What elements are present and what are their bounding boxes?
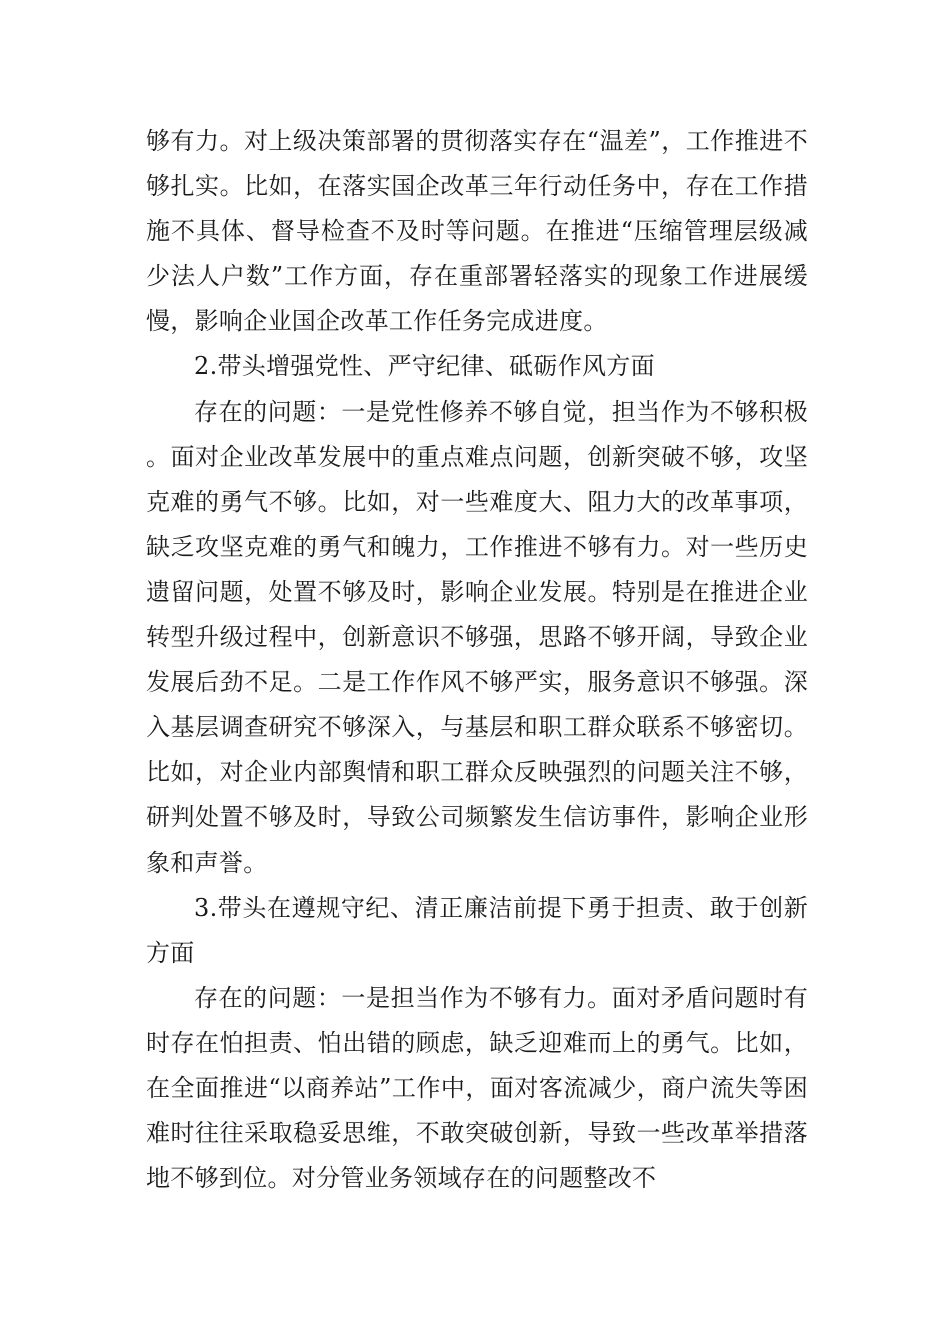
body-paragraph: 存在的问题：一是党性修养不够自觉，担当作为不够积极。面对企业改革发展中的重点难点问题，创新突破不够，攻坚克难的勇气不够。比如，对一些难度大、阻力大的改革事项，缺乏攻坚克难的勇气和魄力，工作推进不够有力。对一些历史遗留问题，处置不够及时，影响企业发展。特别是在推进企业转型升级过程中，创新意识不够强，思路不够开阔，导致企业发展后劲不足。二是工作作风不够严实，服务意识不够强。深入基层调查研究不够深入，与基层和职工群众联系不够密切。比如，对企业内部舆情和职工群众反映强烈的问题关注不够，研判处置不够及时，导致公司频繁发生信访事件，影响企业形象和声誉。 <box>146 397 808 877</box>
body-paragraph: 够有力。对上级决策部署的贯彻落实存在“温差”，工作推进不够扎实。比如，在落实国企改革三年行动任务中，存在工作措施不具体、督导检查不及时等问题。在推进“压缩管理层级减少法人户数”工作方面，存在重部署轻落实的现象工作进展缓慢，影响企业国企改革工作任务完成进度。 <box>146 127 808 336</box>
document-body <box>146 119 808 1201</box>
section-heading: 3.带头在遵规守纪、清正廉洁前提下勇于担责、敢于创新方面 <box>146 893 808 967</box>
section-heading: 2.带头增强党性、严守纪律、砥砺作风方面 <box>194 352 655 381</box>
body-paragraph: 存在的问题：一是担当作为不够有力。面对矛盾问题时有时存在怕担责、怕出错的顾虑，缺乏迎难而上的勇气。比如，在全面推进“以商养站”工作中，面对客流减少，商户流失等困难时往往采取稳妥思维，不敢突破创新，导致一些改革举措落地不够到位。对分管业务领域存在的问题整改不 <box>146 983 808 1193</box>
